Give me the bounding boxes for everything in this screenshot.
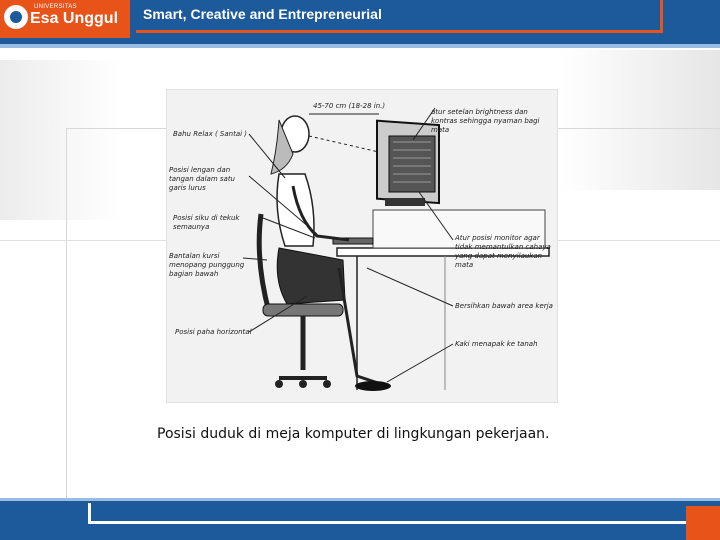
- ergonomic-posture-illustration: [166, 89, 558, 403]
- label-arm: Posisi lengan dan tangan dalam satu garis lurus: [169, 166, 235, 192]
- background-line: [66, 128, 67, 500]
- header-bar: [0, 0, 720, 44]
- logo-text: Esa Unggul: [30, 10, 119, 27]
- figure-caption: Posisi duduk di meja komputer di lingkungan pekerjaan.: [157, 426, 550, 442]
- label-shoulder: Bahu Relax ( Santai ): [173, 130, 248, 138]
- footer-frame: [88, 503, 689, 524]
- label-monitor-position: Atur posisi monitor agar tidak memantulkan cahaya yang dapat menyilaukan mata: [455, 234, 551, 269]
- logo-subtitle: UNIVERSITAS: [34, 4, 77, 10]
- background-gradient-left: [0, 60, 120, 220]
- label-back-support: Bantalan kursi menopang punggung bagian bawah: [169, 252, 245, 278]
- tagline: Smart, Creative and Entrepreneurial: [143, 6, 382, 22]
- distance-label: 45-70 cm (18-28 in.): [313, 102, 386, 110]
- background-gradient-right: [560, 50, 720, 190]
- label-brightness: atur setelan brightness dan kontras sehingga nyaman bagi mata: [431, 108, 540, 134]
- university-logo: [0, 0, 130, 38]
- label-feet: Kaki menapak ke tanah: [455, 340, 538, 348]
- footer-accent: [686, 506, 720, 540]
- label-clean-area: Bersihkan bawah area kerja: [455, 302, 553, 310]
- header-divider: [0, 44, 720, 48]
- label-thigh: Posisi paha horizontal: [175, 328, 252, 336]
- logo-emblem-icon: [4, 5, 28, 29]
- label-elbow: Posisi siku di tekuk semaunya: [173, 214, 240, 231]
